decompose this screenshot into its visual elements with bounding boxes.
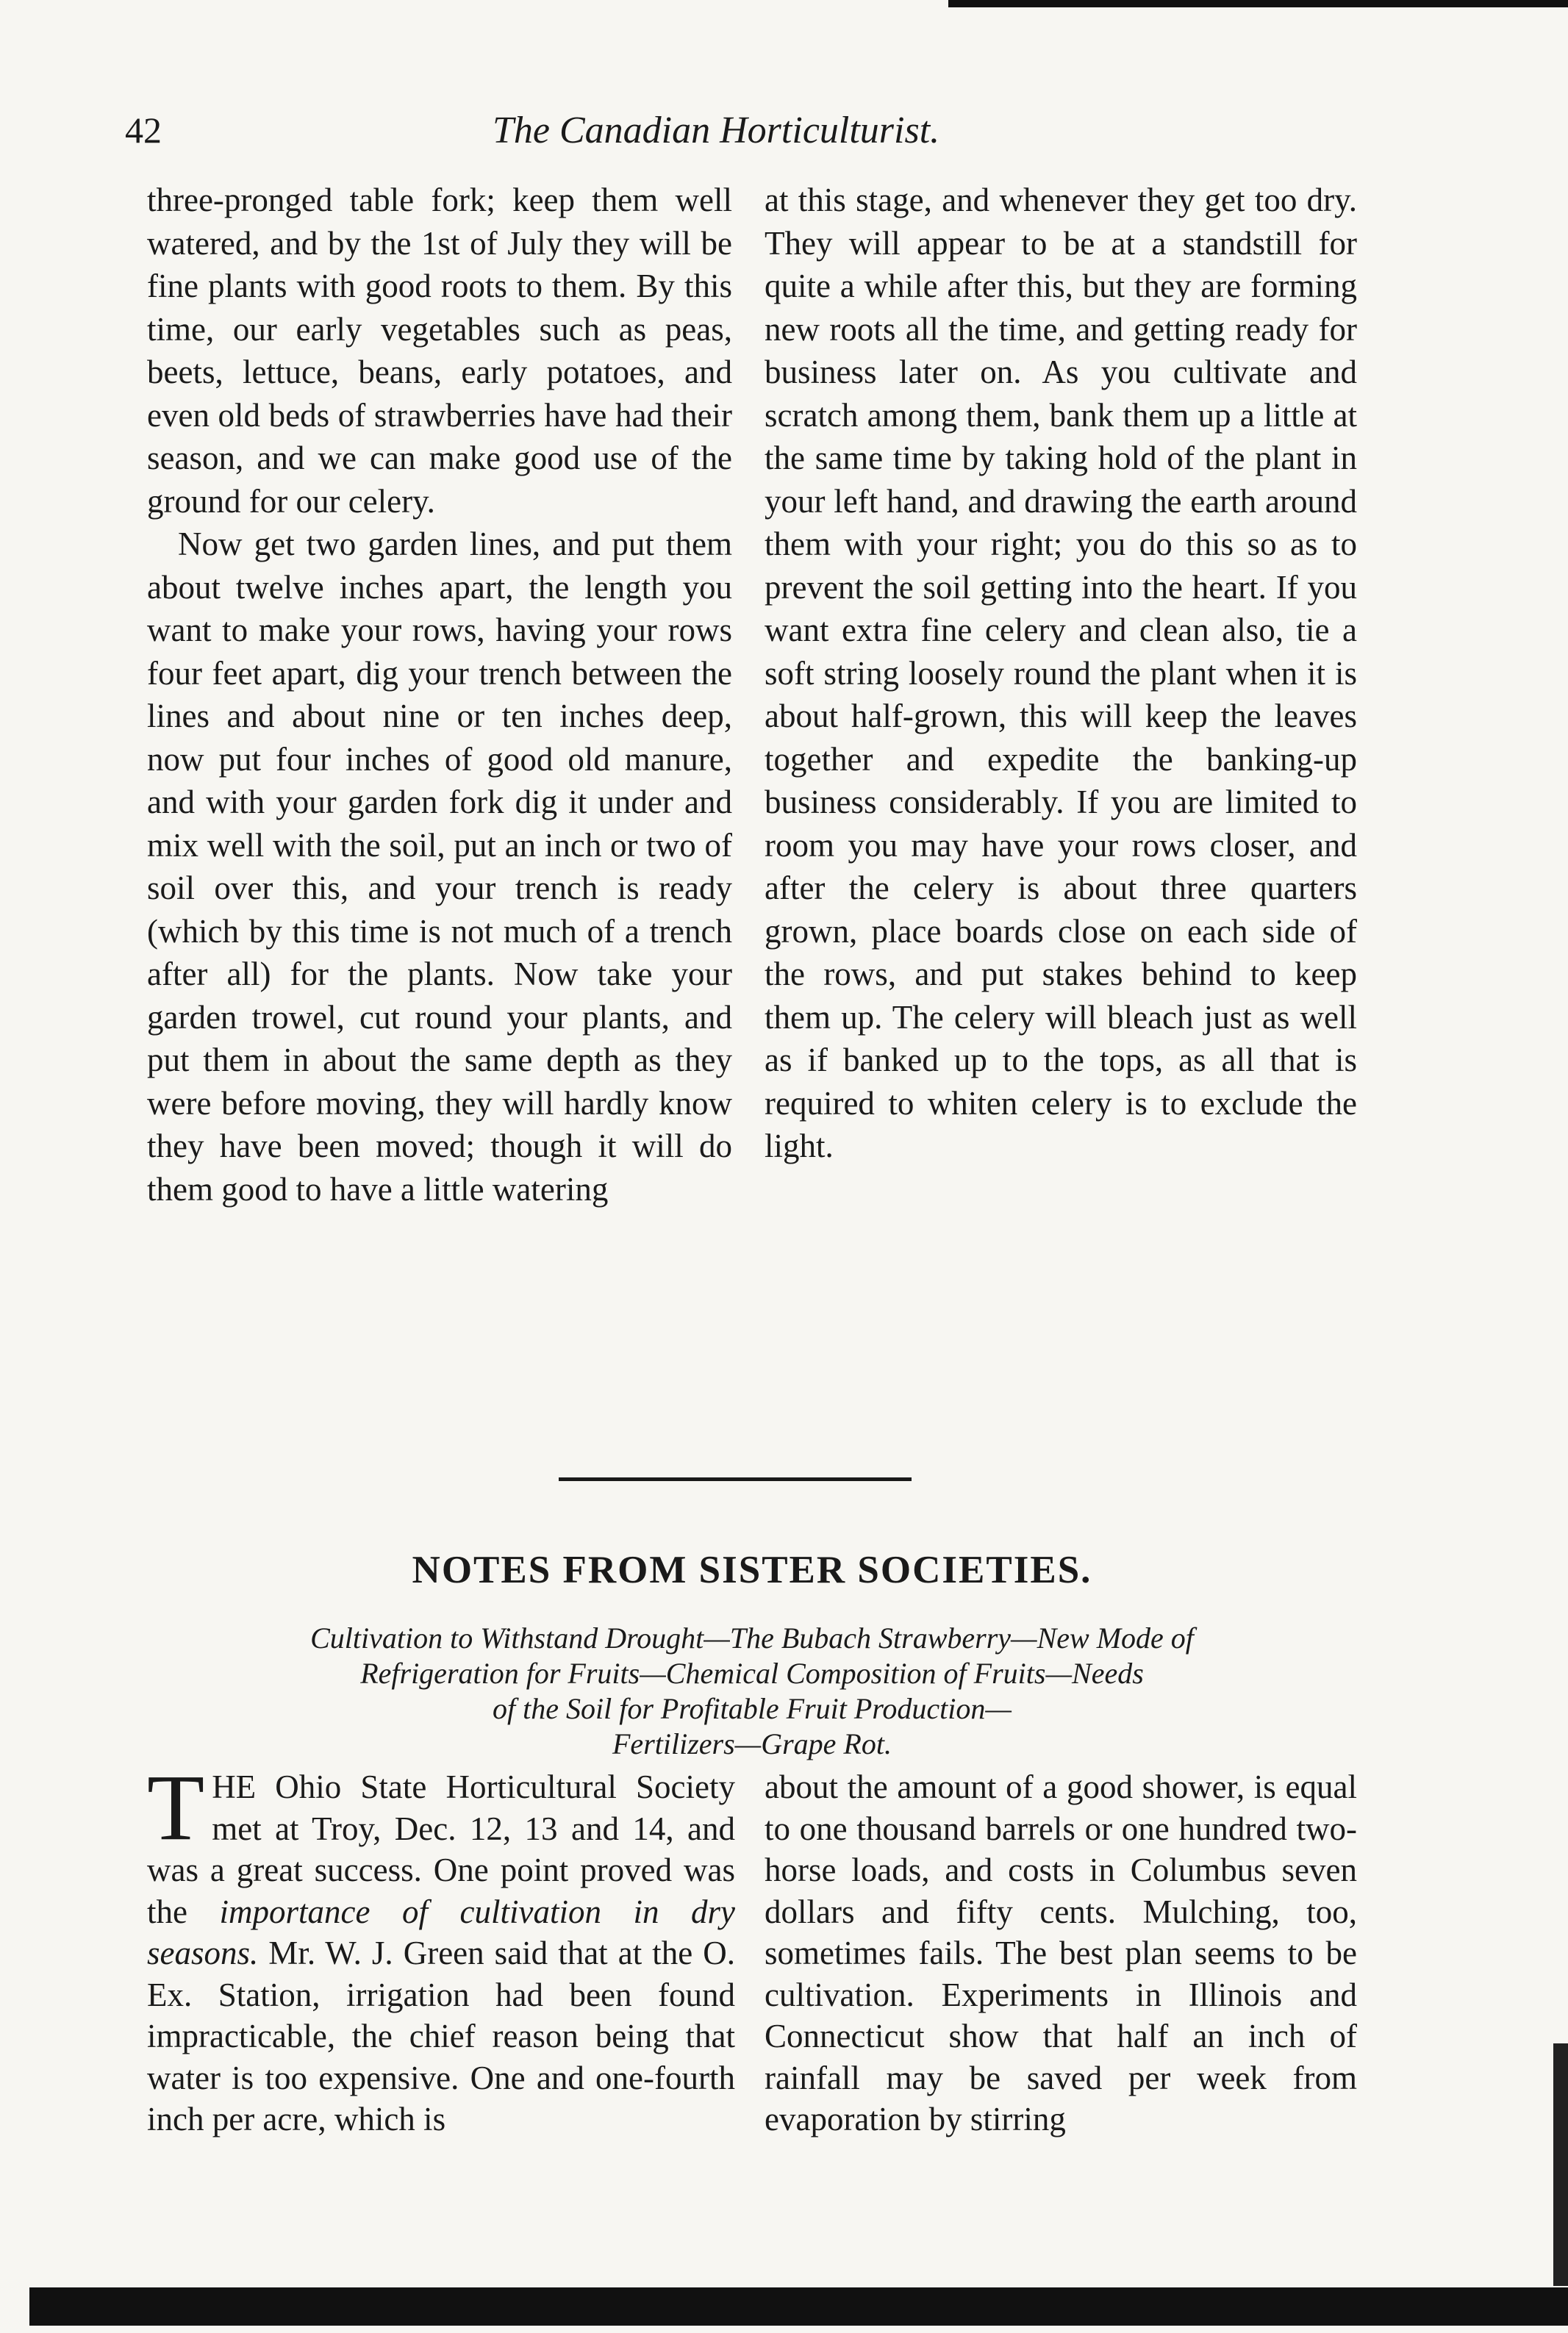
paragraph: Now get two garden lines, and put them about twelve inches apart, the length you want to make your rows, having your rows four feet apart, dig your trench between the lines and about nine or ten inches deep, now put four inches of good old manure, and with your garden fork dig it under and mix well with the soil, put an inch or two of soil over this, and your trench is ready (which by this time is not much of a trench after all) for the plants. Now take your garden trowel, cut round your plants, and put them in about the same depth as they were before moving, they will hardly know they have been moved; though it will do them good to have a little watering bbox=[147, 526, 732, 1208]
scan-right-edge bbox=[1553, 2043, 1568, 2286]
scan-top-edge bbox=[948, 0, 1568, 7]
paragraph bbox=[147, 1755, 735, 2140]
paragraph: at this stage, and whenever they get too dry. They will appear to be at a standstill for quite a while after this, but they are forming new roots all the time, and getting ready for business later on. As you cultivate and scratch among them, bank them up a little at the same time by taking hold of the plant in your left hand, and drawing the earth around them with your right; you do this so as to prevent the soil getting into the heart. If you want extra fine celery and clean also, tie a soft string loosely round the plant when it is about half-grown, this will keep the leaves together and expedite the banking-up business considerably. If you are limited to room you may have your rows closer, and after the celery is about three quarters grown, place boards close on each side of the rows, and put stakes behind to keep them up. The celery will bleach just as well as if banked up to the tops, as all that is required to whiten celery is to exclude the light. bbox=[765, 182, 1357, 1164]
paragraph: three-pronged table fork; keep them well watered, and by the 1st of July they will be fine plants with good roots to them. By this time, our early vegetables such as peas, beets, lettuce, beans, early potatoes, and even old beds of strawberries have had their season, and we can make good use of the ground for our celery. bbox=[147, 182, 732, 520]
article2-left-column bbox=[147, 1755, 735, 2140]
emphasis-text: importance of cultivation in dry seasons. bbox=[147, 1893, 735, 1971]
subtitle-line: Fertilizers—Grape Rot. bbox=[612, 1727, 892, 1760]
article1-left-column bbox=[147, 179, 732, 1211]
section-subtitle bbox=[191, 1621, 1313, 1762]
section-title: NOTES FROM SISTER SOCIETIES. bbox=[412, 1549, 1092, 1591]
paragraph: about the amount of a good shower, is equal to one thousand barrels or one hundred two-horse loads, and costs in Columbus seven dollars and fifty cents. Mulching, too, sometimes fails. The best plan seems to be cultivation. Experiments in Illinois and Connecticut show that half an inch of rainfall may be saved per week from evaporation by stirring bbox=[765, 1768, 1357, 2137]
subtitle-line: of the Soil for Profitable Fruit Production— bbox=[493, 1692, 1012, 1725]
page-number: 42 bbox=[125, 110, 162, 151]
scan-bottom-edge bbox=[29, 2287, 1568, 2326]
running-title: The Canadian Horticulturist. bbox=[493, 110, 940, 151]
text-run: HE Ohio State Horticultural Society met at Troy, Dec. 12, 13 and 14, and was a great success. One point proved was the bbox=[147, 1768, 735, 1930]
section-divider bbox=[559, 1477, 912, 1481]
text-run: Mr. W. J. Green said that at the O. Ex. Station, irrigation had been found impracticable, the chief reason being that water is too expensive. One and one-fourth inch per acre, which is bbox=[147, 1935, 735, 2137]
article1-right-column bbox=[765, 179, 1357, 1168]
article2-right-column bbox=[765, 1766, 1357, 2140]
drop-cap: T bbox=[147, 1755, 205, 1860]
subtitle-line: Cultivation to Withstand Drought—The Bubach Strawberry—New Mode of bbox=[310, 1621, 1194, 1655]
subtitle-line: Refrigeration for Fruits—Chemical Composition of Fruits—Needs bbox=[360, 1657, 1144, 1690]
